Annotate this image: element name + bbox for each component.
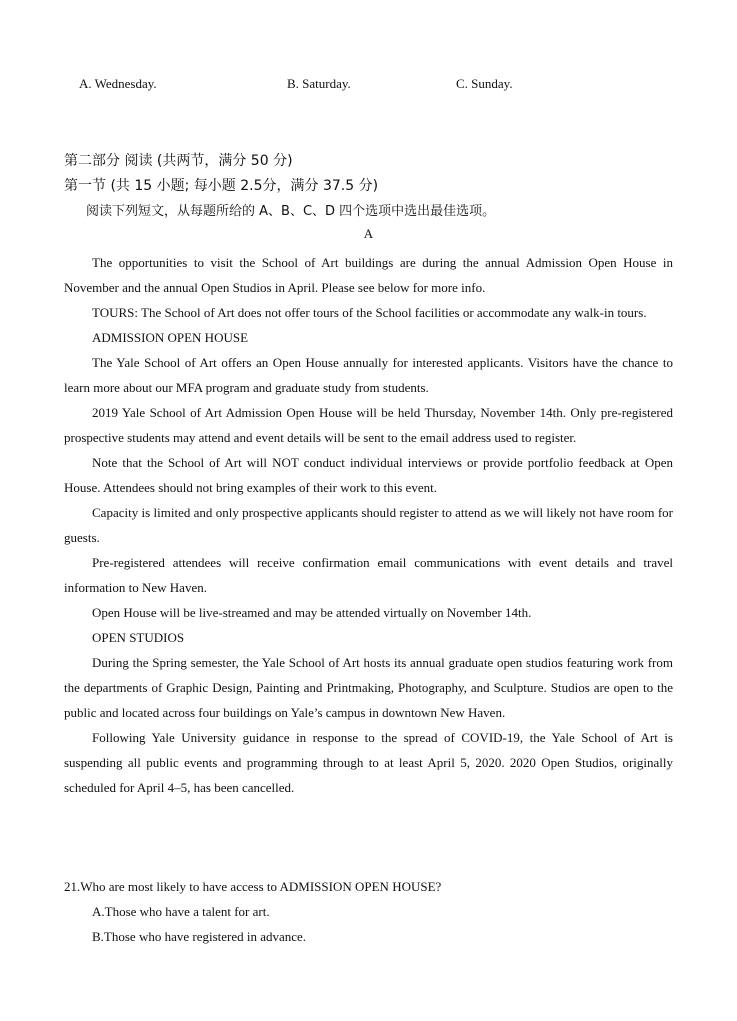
option-a-wednesday: A. Wednesday. [79, 76, 157, 91]
passage-paragraph: Following Yale University guidance in response to the spread of COVID-19, the Yale School of Art is suspending all public events and programming through to at least April 5, 2020. 2020 Open Studios, originally scheduled for April 4–5, has been cancelled. [64, 730, 673, 795]
previous-question-options [0, 76, 737, 96]
question-21-stem: 21.Who are most likely to have access to ADMISSION OPEN HOUSE? [64, 879, 442, 894]
passage-subheading: OPEN STUDIOS [92, 630, 185, 645]
passage-body [64, 250, 673, 800]
passage-title: A [363, 226, 374, 241]
passage-paragraph: The Yale School of Art offers an Open House annually for interested applicants. Visitors have the chance to learn more about our MFA program and graduate study from students. [64, 355, 673, 395]
question-21 [64, 874, 673, 949]
passage-paragraph: Note that the School of Art will NOT conduct individual interviews or provide portfolio feedback at Open House. Attendees should not bring examples of their work to this event. [64, 455, 673, 495]
instruction-text: 阅读下列短文，从每题所给的 A、B、C、D 四个选项中选出最佳选项。 [86, 204, 496, 219]
passage-subheading: ADMISSION OPEN HOUSE [92, 330, 249, 345]
option-c-sunday: C. Sunday. [456, 76, 513, 91]
passage-paragraph: 2019 Yale School of Art Admission Open House will be held Thursday, November 14th. Only pre-registered prospective students may attend and event details will be sent to the email address used to register. [64, 405, 673, 445]
passage-paragraph: Capacity is limited and only prospective applicants should register to attend as we will likely not have room for guests. [64, 505, 673, 545]
passage-paragraph: Open House will be live-streamed and may be attended virtually on November 14th. [92, 605, 532, 620]
option-b-saturday: B. Saturday. [287, 76, 351, 91]
passage-paragraph: TOURS: The School of Art does not offer tours of the School facilities or accommodate any walk-in tours. [92, 305, 647, 320]
passage-paragraph: Pre-registered attendees will receive confirmation email communications with event details and travel information to New Haven. [64, 555, 673, 595]
passage-paragraph: During the Spring semester, the Yale School of Art hosts its annual graduate open studios featuring work from the departments of Graphic Design, Painting and Printmaking, Photography, and Sculpture. Studios are open to the public and located across four buildings on Yale’s campus in downtown New Haven. [64, 655, 673, 720]
passage-paragraph: The opportunities to visit the School of Art buildings are during the annual Admission Open House in November and the annual Open Studios in April. Please see below for more info. [64, 255, 673, 295]
part-heading: 第二部分 阅读 (共两节，满分 50 分) [64, 153, 293, 169]
question-21-option-a: A.Those who have a talent for art. [92, 904, 270, 919]
question-21-option-b: B.Those who have registered in advance. [92, 929, 307, 944]
section-heading: 第一节 (共 15 小题; 每小题 2.5分，满分 37.5 分) [64, 178, 379, 194]
